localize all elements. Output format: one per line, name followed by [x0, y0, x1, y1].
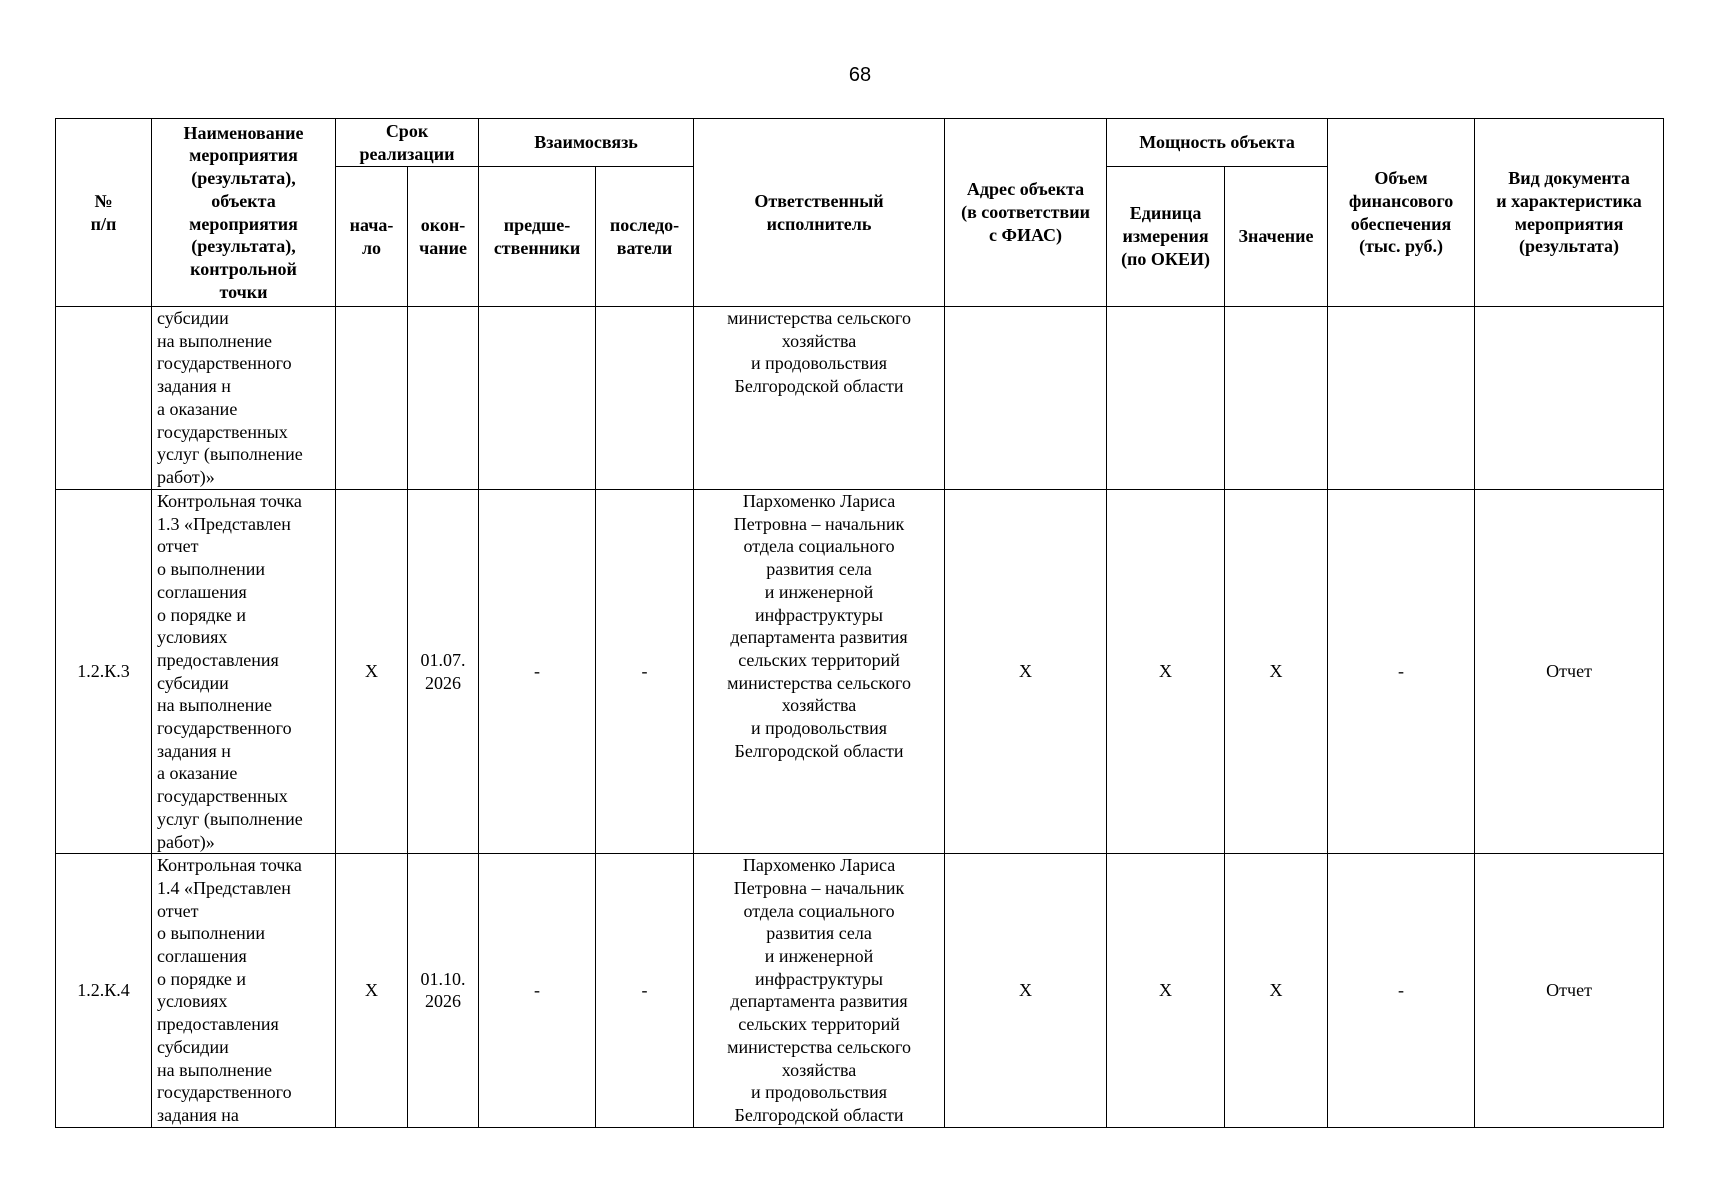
- cell-prev: -: [479, 490, 596, 854]
- cell-executor: Пархоменко Лариса Петровна – начальник отдела социального развития села и инженерной инфраструктуры департамента развития сельских территорий министерства сельского хозяйства и продовольствия Белгородской области: [694, 490, 945, 854]
- table-row: [56, 490, 1664, 854]
- cell-address: X: [945, 490, 1107, 854]
- cell-value: [1225, 307, 1328, 490]
- header-term: Срок реализации: [336, 119, 479, 167]
- cell-next: [596, 307, 694, 490]
- cell-finance: -: [1328, 490, 1475, 854]
- header-num: № п/п: [56, 119, 152, 307]
- cell-unit: X: [1107, 490, 1225, 854]
- cell-start: X: [336, 490, 408, 854]
- header-address: Адрес объекта (в соответствии с ФИАС): [945, 119, 1107, 307]
- header-executor: Ответственный исполнитель: [694, 119, 945, 307]
- cell-num: [56, 307, 152, 490]
- table-row: [56, 307, 1664, 490]
- cell-next: -: [596, 854, 694, 1127]
- cell-prev: -: [479, 854, 596, 1127]
- header-link-next: последо- ватели: [596, 167, 694, 307]
- cell-executor: Пархоменко Лариса Петровна – начальник отдела социального развития села и инженерной инфраструктуры департамента развития сельских территорий министерства сельского хозяйства и продовольствия Белгородской области: [694, 854, 945, 1127]
- table-row: [56, 854, 1664, 1127]
- cell-start: [336, 307, 408, 490]
- cell-unit: X: [1107, 854, 1225, 1127]
- page-number: 68: [848, 64, 872, 86]
- header-link: Взаимосвязь: [479, 119, 694, 167]
- cell-end: [408, 307, 479, 490]
- cell-end: 01.10. 2026: [408, 854, 479, 1127]
- cell-executor: министерства сельского хозяйства и продовольствия Белгородской области: [694, 307, 945, 490]
- header-finance: Объем финансового обеспечения (тыс. руб.): [1328, 119, 1475, 307]
- cell-num: 1.2.К.4: [56, 854, 152, 1127]
- header-name: Наименование мероприятия (результата), объекта мероприятия (результата), контрольной точки: [152, 119, 336, 307]
- header-link-prev: предше- ственники: [479, 167, 596, 307]
- cell-prev: [479, 307, 596, 490]
- header-capacity: Мощность объекта: [1107, 119, 1328, 167]
- header-row-1: [56, 119, 1664, 167]
- cell-finance: -: [1328, 854, 1475, 1127]
- cell-name: Контрольная точка 1.4 «Представлен отчет о выполнении соглашения о порядке и условиях предоставления субсидии на выполнение государственного задания на: [152, 854, 336, 1127]
- cell-unit: [1107, 307, 1225, 490]
- header-term-end: окон- чание: [408, 167, 479, 307]
- plan-table: [55, 118, 1664, 1128]
- cell-doc: [1475, 307, 1664, 490]
- cell-address: [945, 307, 1107, 490]
- cell-end: 01.07. 2026: [408, 490, 479, 854]
- cell-finance: [1328, 307, 1475, 490]
- cell-address: X: [945, 854, 1107, 1127]
- cell-next: -: [596, 490, 694, 854]
- cell-doc: Отчет: [1475, 854, 1664, 1127]
- cell-name: субсидии на выполнение государственного задания н а оказание государственных услуг (выполнение работ)»: [152, 307, 336, 490]
- header-capacity-unit: Единица измерения (по ОКЕИ): [1107, 167, 1225, 307]
- cell-doc: Отчет: [1475, 490, 1664, 854]
- cell-name: Контрольная точка 1.3 «Представлен отчет о выполнении соглашения о порядке и условиях предоставления субсидии на выполнение государственного задания н а оказание государственных услуг (выполнение работ)»: [152, 490, 336, 854]
- header-term-start: нача- ло: [336, 167, 408, 307]
- header-doc-type: Вид документа и характеристика мероприятия (результата): [1475, 119, 1664, 307]
- cell-value: X: [1225, 854, 1328, 1127]
- cell-value: X: [1225, 490, 1328, 854]
- cell-start: X: [336, 854, 408, 1127]
- header-capacity-value: Значение: [1225, 167, 1328, 307]
- cell-num: 1.2.К.3: [56, 490, 152, 854]
